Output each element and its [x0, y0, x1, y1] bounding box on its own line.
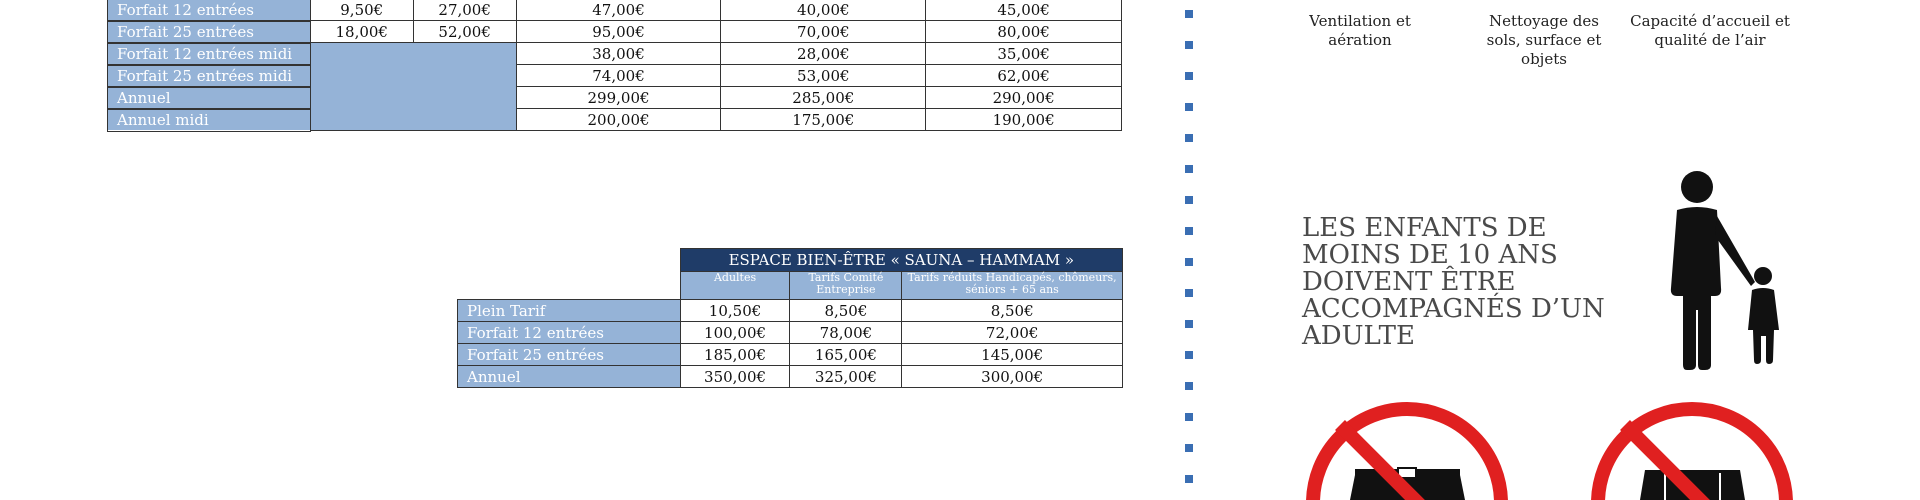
- divider-dot: [1185, 413, 1193, 421]
- price-cell: 299,00€: [516, 87, 721, 109]
- children-notice: LES ENFANTS DE MOINS DE 10 ANS DOIVENT ÊTRE ACCOMPAGNÉS D’UN ADULTE: [1302, 213, 1605, 351]
- price-cell: 165,00€: [790, 344, 902, 366]
- divider-dot: [1185, 134, 1193, 142]
- row-label: Plein Tarif: [458, 300, 681, 322]
- dotted-divider: [1185, 0, 1195, 500]
- price-cell: 100,00€: [680, 322, 790, 344]
- price-cell: 285,00€: [721, 87, 926, 109]
- empty-corner: [458, 272, 681, 300]
- row-label: Annuel midi: [108, 109, 311, 131]
- row-label: Forfait 25 entrées: [458, 344, 681, 366]
- divider-dot: [1185, 103, 1193, 111]
- row-label: Annuel: [108, 87, 311, 109]
- divider-dot: [1185, 475, 1193, 483]
- no-shorts-icon: [1300, 395, 1515, 500]
- ventilation-icon: [1330, 0, 1390, 12]
- divider-dot: [1185, 444, 1193, 452]
- divider-dot: [1185, 10, 1193, 18]
- price-cell: 35,00€: [926, 43, 1122, 65]
- price-cell: 70,00€: [721, 21, 926, 43]
- row-label: Annuel: [458, 366, 681, 388]
- divider-dot: [1185, 351, 1193, 359]
- capacity-caption: Capacité d’accueil et qualité de l’air: [1630, 12, 1790, 49]
- price-cell: 27,00€: [413, 0, 516, 21]
- price-cell: 80,00€: [926, 21, 1122, 43]
- price-cell: 72,00€: [902, 322, 1123, 344]
- price-cell: 45,00€: [926, 0, 1122, 21]
- price-cell: 185,00€: [680, 344, 790, 366]
- empty-corner: [458, 249, 681, 272]
- price-cell: 8,50€: [902, 300, 1123, 322]
- price-cell: 78,00€: [790, 322, 902, 344]
- table-row: [108, 21, 1122, 43]
- price-cell: 350,00€: [680, 366, 790, 388]
- sauna-price-table: [457, 248, 1123, 388]
- divider-dot: [1185, 289, 1193, 297]
- table-row: [108, 87, 1122, 109]
- price-cell: 190,00€: [926, 109, 1122, 131]
- table-row: [458, 300, 1123, 322]
- price-cell: 300,00€: [902, 366, 1123, 388]
- cleaning-caption: Nettoyage des sols, surface et objets: [1486, 12, 1602, 68]
- empty-merged-cell: [310, 43, 516, 131]
- price-cell: 145,00€: [902, 344, 1123, 366]
- ventilation-caption: Ventilation et aération: [1309, 12, 1411, 49]
- table-row: [108, 0, 1122, 21]
- price-cell: 175,00€: [721, 109, 926, 131]
- price-cell: 28,00€: [721, 43, 926, 65]
- price-cell: 62,00€: [926, 65, 1122, 87]
- divider-dot: [1185, 227, 1193, 235]
- row-label: Forfait 12 entrées: [458, 322, 681, 344]
- table-row: [108, 65, 1122, 87]
- no-pants-icon: [1585, 395, 1800, 500]
- price-cell: 200,00€: [516, 109, 721, 131]
- row-label: Forfait 12 entrées: [108, 0, 311, 21]
- price-cell: 38,00€: [516, 43, 721, 65]
- price-cell: 10,50€: [680, 300, 790, 322]
- price-cell: 95,00€: [516, 21, 721, 43]
- divider-dot: [1185, 41, 1193, 49]
- price-cell: 9,50€: [310, 0, 413, 21]
- price-cell: 18,00€: [310, 21, 413, 43]
- pool-price-table: [107, 0, 1122, 131]
- divider-dot: [1185, 196, 1193, 204]
- table-row: [108, 109, 1122, 131]
- price-cell: 290,00€: [926, 87, 1122, 109]
- table-row: [458, 322, 1123, 344]
- table-row: [458, 366, 1123, 388]
- price-cell: 40,00€: [721, 0, 926, 21]
- sauna-table-title: ESPACE BIEN-ÊTRE « SAUNA – HAMMAM »: [680, 249, 1122, 272]
- divider-dot: [1185, 382, 1193, 390]
- row-label: Forfait 25 entrées midi: [108, 65, 311, 87]
- column-header: Tarifs Comité Entreprise: [790, 272, 902, 300]
- row-label: Forfait 12 entrées midi: [108, 43, 311, 65]
- divider-dot: [1185, 72, 1193, 80]
- price-cell: 8,50€: [790, 300, 902, 322]
- divider-dot: [1185, 258, 1193, 266]
- column-header: Tarifs réduits Handicapés, chômeurs, séniors + 65 ans: [902, 272, 1123, 300]
- price-cell: 53,00€: [721, 65, 926, 87]
- column-header: Adultes: [680, 272, 790, 300]
- price-cell: 47,00€: [516, 0, 721, 21]
- table-row: [458, 344, 1123, 366]
- adult-and-child-icon: [1655, 170, 1805, 370]
- table-row: [108, 43, 1122, 65]
- divider-dot: [1185, 165, 1193, 173]
- divider-dot: [1185, 320, 1193, 328]
- price-cell: 325,00€: [790, 366, 902, 388]
- row-label: Forfait 25 entrées: [108, 21, 311, 43]
- price-cell: 52,00€: [413, 21, 516, 43]
- price-cell: 74,00€: [516, 65, 721, 87]
